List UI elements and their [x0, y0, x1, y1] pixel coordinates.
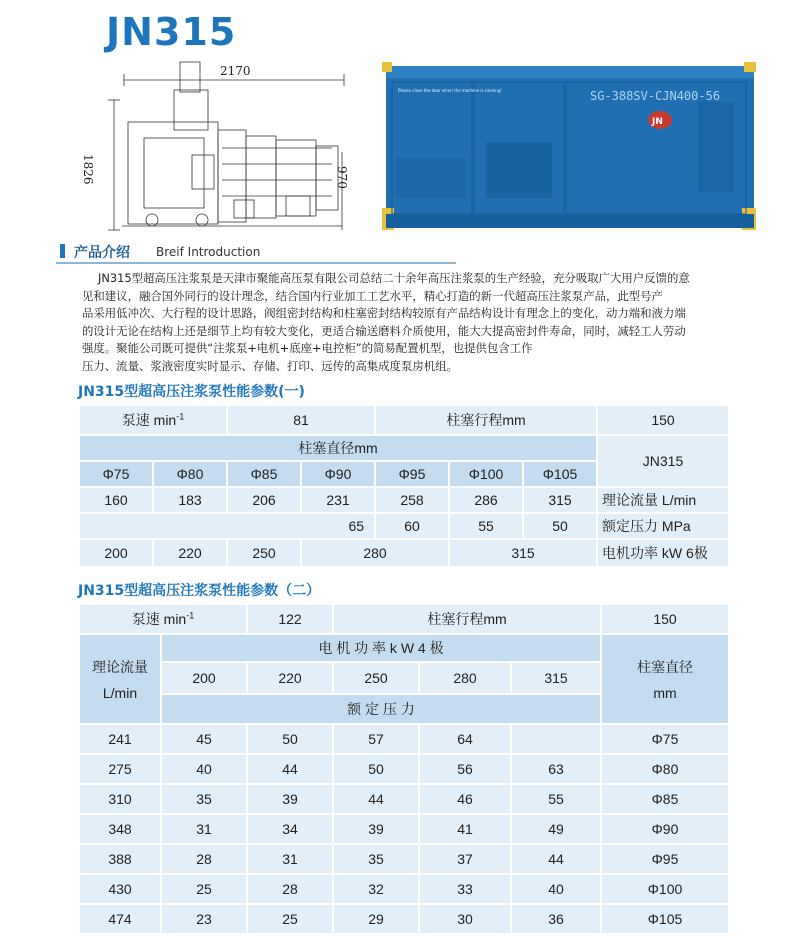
pressure-cell: 65: [79, 513, 375, 539]
pressure-cell: 29: [333, 904, 419, 934]
section-marker: [60, 244, 65, 258]
container-notice-text: Please close the door when the machine is running!: [398, 88, 502, 93]
diameter-cell: Φ105: [601, 904, 729, 934]
pump-speed-value: 122: [247, 604, 333, 634]
pump-speed-label: 泵速 min: [121, 412, 177, 428]
diameter-label: 柱塞直径mm: [79, 435, 597, 461]
flow-cell: 241: [79, 724, 161, 754]
pressure-label: 额定压力 MPa: [597, 513, 729, 539]
stroke-label: 柱塞行程mm: [333, 604, 601, 634]
table1-title: JN315型超高压注浆泵性能参数(一): [78, 384, 305, 400]
diameter-cell: Φ90: [301, 461, 375, 487]
power-cell: 315: [511, 662, 601, 694]
pump-speed-label-cell: [79, 604, 247, 634]
pressure-cell: 57: [333, 724, 419, 754]
pressure-cell: 63: [511, 754, 601, 784]
diameter-cell: Φ75: [79, 461, 153, 487]
pressure-cell: [511, 724, 601, 754]
flow-cell: 258: [375, 487, 449, 513]
pressure-cell: 36: [511, 904, 601, 934]
table-row: [79, 814, 729, 844]
flow-label: 理论流量 L/min: [597, 487, 729, 513]
pressure-cell: 40: [161, 754, 247, 784]
flow-cell: 430: [79, 874, 161, 904]
pressure-cell: 35: [333, 844, 419, 874]
section-header: [56, 240, 456, 264]
section-title-cn: 产品介绍: [74, 245, 130, 261]
pressure-cell: 55: [511, 784, 601, 814]
diameter-cell: Φ95: [601, 844, 729, 874]
pressure-cell: 55: [449, 513, 523, 539]
power-label: 电 机 功 率 k W 4 极: [161, 634, 601, 662]
pressure-cell: 39: [333, 814, 419, 844]
performance-table-1: [78, 404, 730, 568]
power-cell: 280: [419, 662, 511, 694]
pressure-cell: 49: [511, 814, 601, 844]
flow-cell: 160: [79, 487, 153, 513]
pressure-cell: 50: [333, 754, 419, 784]
pressure-cell: 34: [247, 814, 333, 844]
power-cell: 220: [153, 539, 227, 567]
flow-cell: 206: [227, 487, 301, 513]
flow-label: 理论流量: [92, 659, 148, 675]
power-cell: 315: [449, 539, 597, 567]
stroke-value: 150: [597, 405, 729, 435]
pressure-cell: 50: [523, 513, 597, 539]
diameter-cell: Φ100: [449, 461, 523, 487]
flow-label-cell: [79, 634, 161, 724]
diameter-cell: Φ90: [601, 814, 729, 844]
diameter-cell: Φ85: [227, 461, 301, 487]
flow-cell: 183: [153, 487, 227, 513]
pump-container-image: [378, 58, 763, 240]
pump-speed-unit-sup: -1: [186, 610, 195, 621]
diameter-cell: Φ80: [601, 754, 729, 784]
pump-speed-label-cell: [79, 405, 227, 435]
pressure-cell: 31: [161, 814, 247, 844]
pressure-cell: 56: [419, 754, 511, 784]
dimension-height-label: 1826: [81, 154, 95, 185]
table-row: [79, 754, 729, 784]
pressure-label: 额 定 压 力: [161, 694, 601, 724]
table-row: [79, 784, 729, 814]
power-cell: 280: [301, 539, 449, 567]
pressure-cell: 28: [161, 844, 247, 874]
pressure-cell: 44: [247, 754, 333, 784]
pressure-cell: 25: [247, 904, 333, 934]
pressure-cell: 45: [161, 724, 247, 754]
power-cell: 250: [227, 539, 301, 567]
intro-paragraph: [82, 270, 762, 376]
power-cell: 200: [161, 662, 247, 694]
diameter-cell: Φ100: [601, 874, 729, 904]
intro-line: 见和建议，融合国外同行的设计理念，结合国内行业加工工艺水平，精心打造的新一代超高压注浆泵产品，此型号产: [82, 288, 663, 303]
pressure-cell: 40: [511, 874, 601, 904]
stroke-label: 柱塞行程mm: [375, 405, 597, 435]
intro-line: 强度。聚能公司既可提供“注浆泵+电机+底座+电控柜”的简易配置机型，也提供包含工作: [82, 341, 533, 356]
model-cell: JN315: [597, 435, 729, 487]
pump-speed-label: 泵速 min: [131, 611, 187, 627]
diameter-cell: Φ105: [523, 461, 597, 487]
flow-cell: 315: [523, 487, 597, 513]
table-row: [79, 904, 729, 934]
intro-line: 的设计无论在结构上还是细节上均有较大变化，更适合输送磨料介质使用，能大大提高密封件寿命，同时，减轻工人劳动: [82, 323, 686, 338]
diameter-unit: mm: [653, 685, 677, 701]
power-label: 电机功率 kW 6极: [597, 539, 729, 567]
dimension-width-label: 2170: [220, 64, 251, 78]
dimension-inner-label: 970: [335, 166, 349, 189]
pressure-cell: 25: [161, 874, 247, 904]
flow-cell: 388: [79, 844, 161, 874]
diameter-cell: Φ80: [153, 461, 227, 487]
stroke-value: 150: [601, 604, 729, 634]
flow-cell: 348: [79, 814, 161, 844]
section-title-en: Breif Introduction: [156, 245, 261, 259]
pressure-cell: 31: [247, 844, 333, 874]
table-row: [79, 874, 729, 904]
pressure-cell: 44: [511, 844, 601, 874]
pressure-cell: 64: [419, 724, 511, 754]
pressure-cell: 44: [333, 784, 419, 814]
pressure-cell: 41: [419, 814, 511, 844]
pressure-cell: 39: [247, 784, 333, 814]
pump-speed-value: 81: [227, 405, 375, 435]
pressure-cell: 28: [247, 874, 333, 904]
diameter-label: 柱塞直径: [637, 659, 693, 675]
flow-unit: L/min: [102, 685, 138, 701]
product-title: JN315: [106, 10, 237, 54]
diameter-cell: Φ75: [601, 724, 729, 754]
table-row: [79, 724, 729, 754]
flow-cell: 231: [301, 487, 375, 513]
power-cell: 200: [79, 539, 153, 567]
intro-line: 品采用低冲次、大行程的设计思路，阀组密封结构和柱塞密封结构较原有产品结构设计有理念上的变化，动力端和液力端: [82, 306, 686, 321]
pressure-cell: 32: [333, 874, 419, 904]
section-divider: [56, 262, 456, 264]
pressure-cell: 46: [419, 784, 511, 814]
container-model-text: SG-388SV-CJN400-56: [590, 89, 721, 103]
power-cell: 220: [247, 662, 333, 694]
diameter-label-cell: [601, 634, 729, 724]
pressure-cell: 50: [247, 724, 333, 754]
flow-cell: 310: [79, 784, 161, 814]
table2-body: [79, 724, 729, 934]
intro-line: 压力、流量、浆液密度实时显示、存储、打印、远传的高集成度泵房机组。: [82, 358, 458, 373]
performance-table-2: [78, 603, 730, 935]
container-logo: [648, 111, 672, 129]
intro-line: JN315型超高压注浆泵是天津市聚能高压泵有限公司总结二十余年高压注浆泵的生产经验，充分吸取广大用户反馈的意: [98, 271, 690, 285]
pump-speed-unit-sup: -1: [176, 411, 185, 422]
table-row: [79, 844, 729, 874]
flow-cell: 275: [79, 754, 161, 784]
pressure-cell: 37: [419, 844, 511, 874]
pump-technical-drawing: [81, 60, 367, 240]
pressure-cell: 33: [419, 874, 511, 904]
pressure-cell: 30: [419, 904, 511, 934]
container-logo-text: JN: [652, 117, 663, 127]
power-cell: 250: [333, 662, 419, 694]
flow-cell: 474: [79, 904, 161, 934]
pressure-cell: 60: [375, 513, 449, 539]
diameter-cell: Φ85: [601, 784, 729, 814]
pressure-cell: 35: [161, 784, 247, 814]
table2-title: JN315型超高压注浆泵性能参数（二）: [78, 583, 321, 599]
pressure-cell: 23: [161, 904, 247, 934]
diameter-cell: Φ95: [375, 461, 449, 487]
flow-cell: 286: [449, 487, 523, 513]
